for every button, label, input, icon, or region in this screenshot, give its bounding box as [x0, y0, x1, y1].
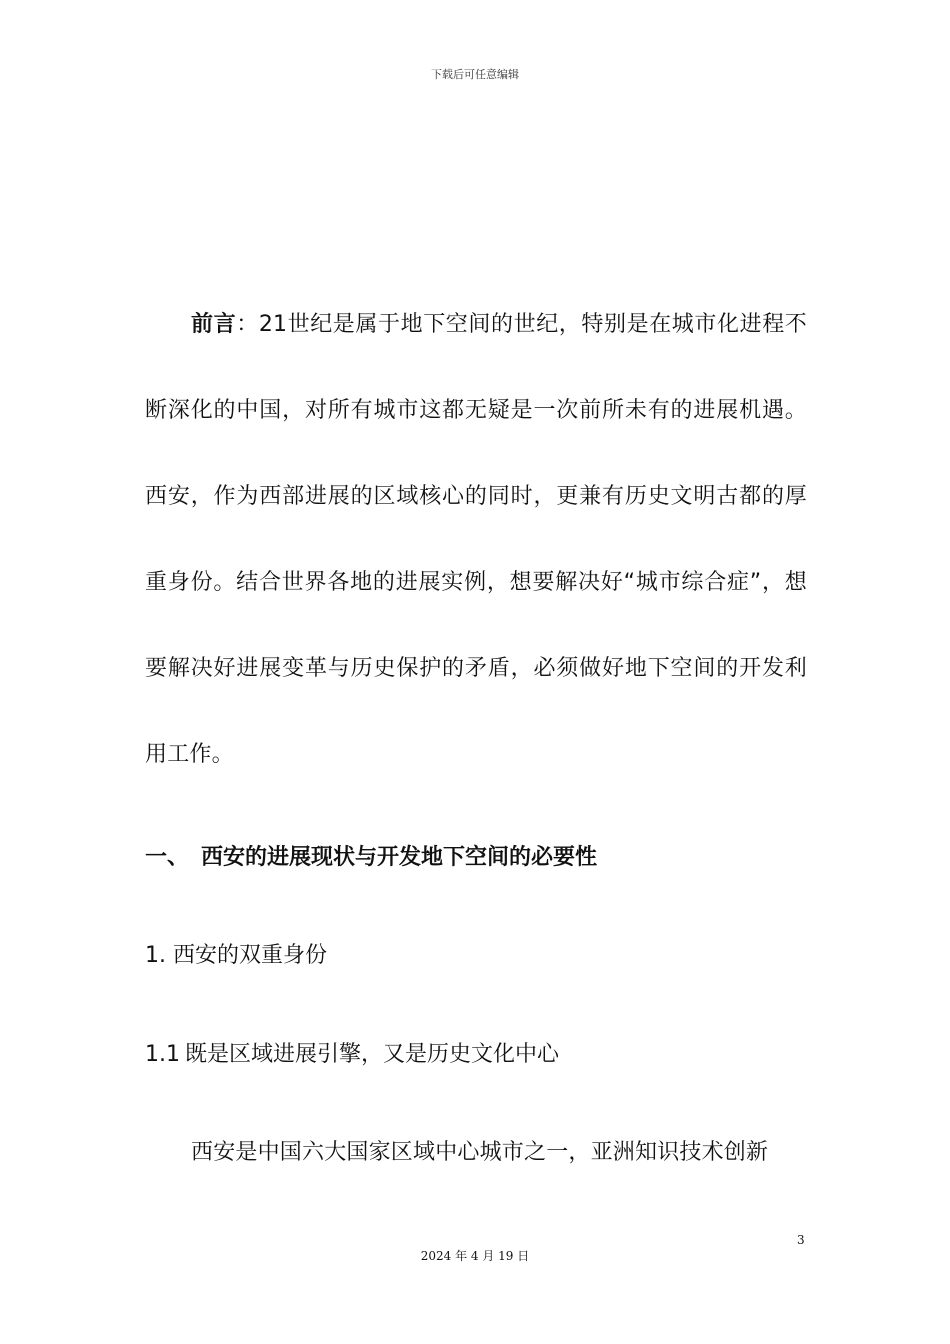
section-heading: [145, 842, 597, 874]
footer-date: 2024 年 4 月 19 日: [420, 1249, 530, 1263]
subsubsection-number: 1.1: [145, 1042, 180, 1067]
body-paragraph: 西安是中国六大国家区域中心城市之一，亚洲知识技术创新: [191, 1140, 769, 1165]
header-note: 下载后可任意编辑: [431, 68, 519, 81]
section-number: 一、: [145, 845, 190, 870]
intro-paragraph: [145, 282, 807, 798]
subsection-heading: 1. 西安的双重身份: [145, 943, 327, 968]
page-number: 3: [797, 1233, 805, 1247]
intro-text: 21世纪是属于地下空间的世纪，特别是在城市化进程不断深化的中国，对所有城市这都无疑是一次前所未有的进展机遇。西安，作为西部进展的区域核心的同时，更兼有历史文明古都的厚重身份。结合世界各地的进展实例，想要解决好“城市综合症”，想要解决好进展变革与历史保护的矛盾，必须做好地下空间的开发利用工作。: [145, 312, 808, 767]
section-title: 西安的进展现状与开发地下空间的必要性: [201, 845, 598, 870]
subsubsection-heading: [145, 1039, 559, 1071]
intro-separator: ：: [236, 312, 259, 337]
subsubsection-title: 既是区域进展引擎，又是历史文化中心: [185, 1042, 560, 1067]
intro-label: 前言: [191, 312, 237, 337]
